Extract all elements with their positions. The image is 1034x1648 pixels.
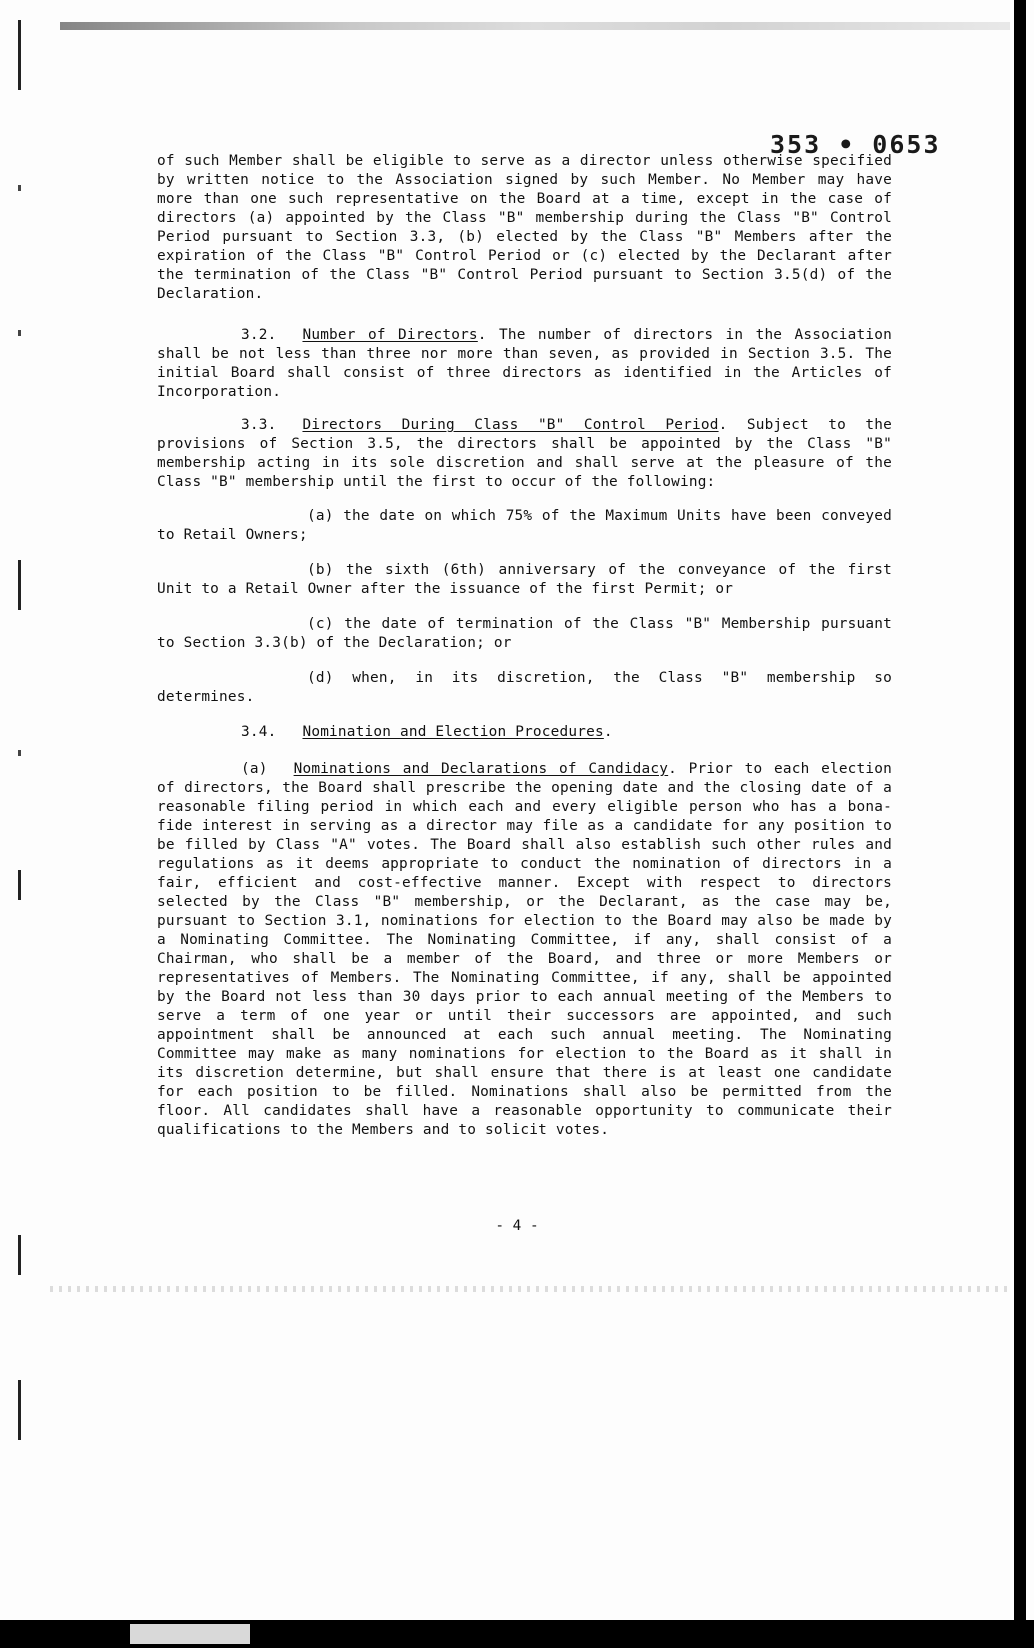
section-3-2 [157,326,892,402]
scan-mark-left [18,20,21,90]
section-3-3 [157,416,892,492]
section-3-4 [157,723,892,742]
section-3-4-a [157,760,892,1140]
clause-text: (b) the sixth (6th) anniversary of the conveyance of the first Unit to a Retail Owner after the issuance of the first Permit; or [157,562,892,597]
section-title: Number of Directors [302,327,478,343]
scan-artifact-noise [50,1286,1010,1292]
section-title: Nomination and Election Procedures [302,724,604,740]
section-punctuation: . [603,724,613,740]
scan-mark-left [18,870,21,900]
scan-edge-right [1014,0,1026,1648]
section-body: . The number of directors in the Association shall be not less than three nor more than seven, as provided in Section 3.5. The initial Board shall consist of three directors as identified in the Articles of Incorporation. [157,327,892,400]
clause-text: (a) the date on which 75% of the Maximum Units have been conveyed to Retail Owners; [157,508,892,543]
page-stamp: 353 • 0653 [770,130,941,159]
intro-paragraph: of such Member shall be eligible to serve as a director unless otherwise specified by written notice to the Association signed by such Member. No Member may have more than one such representative on the Board at a time, except in the case of directors (a) appointed by the Class "B" membership during the Class "B" Control Period pursuant to Section 3.3, (b) elected by the Class "B" Members after the expiration of the Class "B" Control Period or (c) elected by the Declarant after the termination of the Class "B" Control Period pursuant to Section 3.5(d) of the Declaration. [157,153,892,302]
section-3-3-c [157,615,892,653]
section-3-3-d [157,669,892,707]
scan-mark-left [18,1380,21,1440]
section-title: Directors During Class "B" Control Period [302,417,719,433]
scan-mark-left [18,560,21,610]
scan-mark-left [18,330,21,336]
section-3-3-b [157,561,892,599]
clause-title: Nominations and Declarations of Candidacy [293,761,669,777]
scan-artifact-top [60,22,1010,30]
section-number: 3.3. [241,417,277,433]
scan-edge-bottom [0,1620,1034,1648]
page-number: - 4 - [495,1218,539,1234]
section-3-3-a [157,507,892,545]
clause-body: . Prior to each election of directors, the Board shall prescribe the opening date and the closing date of a reasonable filing period in which each and every eligible person who has a bona-fide interest in serving as a director may file as a candidate for any position to be filled by Class "A" votes. The Board shall also establish such other rules and regulations as it deems appropriate to conduct the nomination of directors in a fair, efficient and cost-effective manner. Except with respect to directors selected by the Class "B" membership, or the Declarant, as the case may be, pursuant to Section 3.1, nominations for election to the Board may also be made by a Nominating Committee. The Nominating Committee, if any, shall consist of a Chairman, who shall be a member of the Board, and three or more Members or representatives of Members. The Nominating Committee, if any, shall be appointed by the Board not less than 30 days prior to each annual meeting of the Members to serve a term of one year or until their successors are appointed, and such appointment shall be announced at each such annual meeting. The Nominating Committee may make as many nominations for election to the Board as it shall in its discretion determine, but shall ensure that there is at least one candidate for each position to be filled. Nominations shall also be permitted from the floor. All candidates shall have a reasonable opportunity to communicate their qualifications to the Members and to solicit votes. [157,761,892,1138]
section-number: 3.2. [241,327,277,343]
scan-mark-left [18,1235,21,1275]
scan-mark-left [18,750,21,756]
clause-text: (c) the date of termination of the Class "B" Membership pursuant to Section 3.3(b) of the Declaration; or [157,616,892,651]
clause-text: (d) when, in its discretion, the Class "B" membership so determines. [157,670,892,705]
section-number: 3.4. [241,724,277,740]
scan-mark-left [18,185,21,191]
section-body: . Subject to the provisions of Section 3.5, the directors shall be appointed by the Class "B" membership acting in its sole discretion and shall serve at the pleasure of the Class "B" membership until the first to occur of the following: [157,417,893,490]
clause-number: (a) [241,761,268,777]
